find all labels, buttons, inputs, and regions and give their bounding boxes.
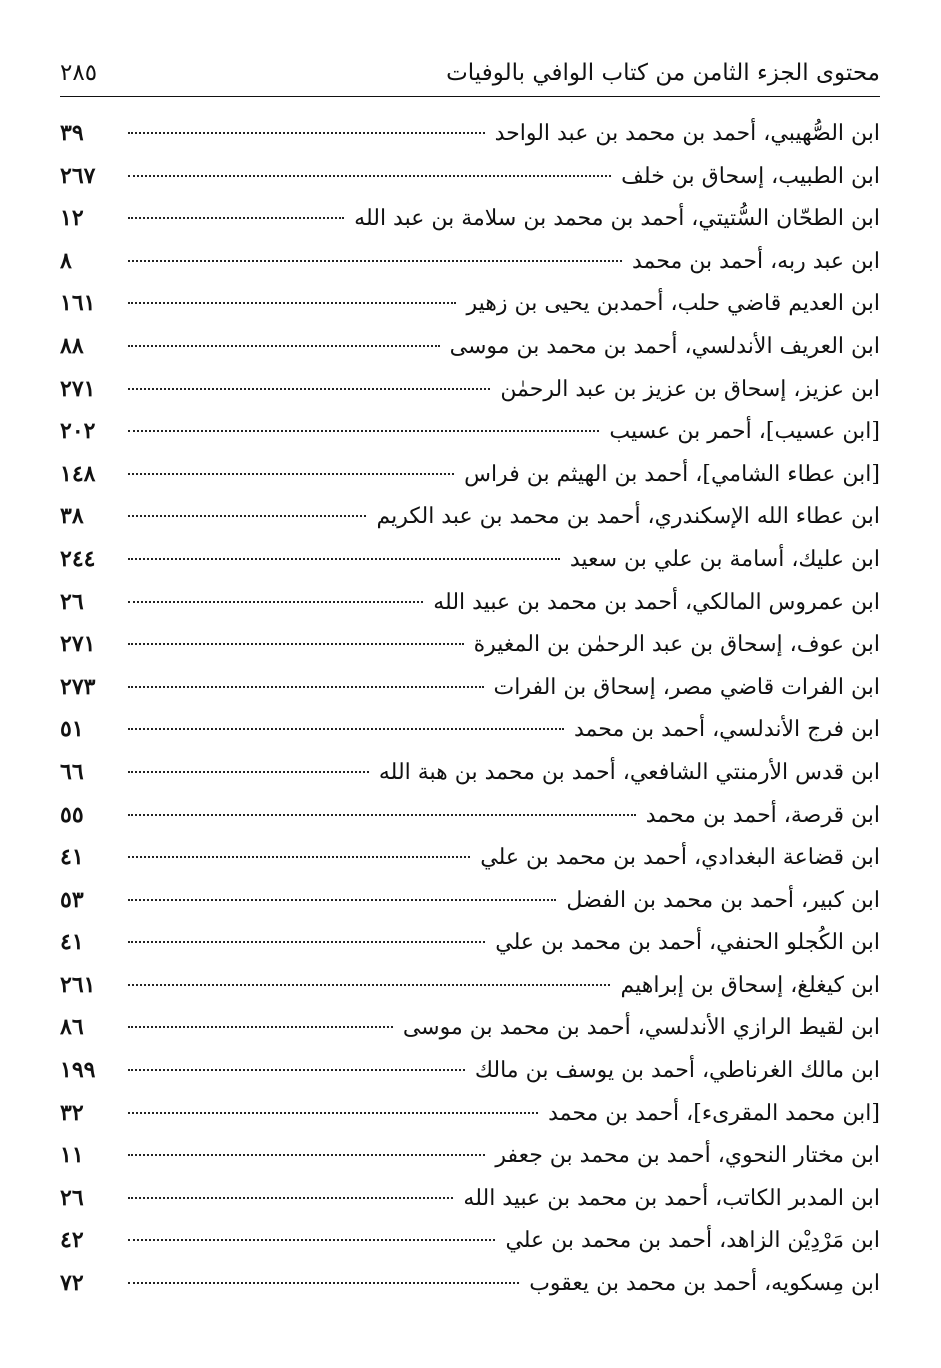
entry-page-number: ٢٧٣ [60,673,96,700]
entry-name: ابن كيغلغ، إسحاق بن إبراهيم [620,972,880,998]
dot-leader [128,1069,465,1071]
entry-page-number: ٥٥ [60,801,84,828]
dot-leader [128,1112,538,1114]
entry-page-number: ٢٦ [60,588,84,615]
entry-page-number: ٣٩ [60,120,84,146]
entry-name: ابن العريف الأندلسي، أحمد بن محمد بن موسى [449,333,880,359]
index-entry [60,1134,880,1177]
entry-name: ابن مِسكويه، أحمد بن محمد بن يعقوب [529,1271,880,1297]
index-entry [60,1049,880,1092]
index-entry [60,538,880,581]
entry-page-number: ٨٦ [60,1014,84,1041]
entry-name: ابن عوف، إسحاق بن عبد الرحمٰن بن المغيرة [473,632,880,658]
entry-name: ابن عبد ربه، أحمد بن محمد [631,248,880,274]
entry-page-number: ٢٦٧ [60,162,96,189]
dot-leader [128,601,423,603]
index-entry [60,921,880,964]
entry-page-number: ٢٦ [60,1184,84,1211]
entry-page-number: ٢٦١ [60,971,96,998]
entry-name: ابن كبير، أحمد بن محمد بن الفضل [566,887,880,913]
page-title: محتوى الجزء الثامن من كتاب الوافي بالوفيات [446,60,880,86]
entry-name: [ابن عسيب]، أحمر بن عسيب [609,419,880,445]
dot-leader [128,728,564,730]
index-entry [60,325,880,368]
entry-page-number: ٤١ [60,929,84,956]
dot-leader [128,856,470,858]
entry-name: [ابن محمد المقرىء]، أحمد بن محمد [548,1100,880,1126]
entry-page-number: ٤١ [60,844,84,871]
entry-name: ابن العديم قاضي حلب، أحمدبن يحيى بن زهير [466,291,880,317]
index-entry [60,708,880,751]
index-entry [60,581,880,624]
entry-page-number: ١٢ [60,205,84,232]
index-entry [60,240,880,283]
entry-page-number: ٢٧١ [60,375,96,402]
index-entry [60,410,880,453]
index-entry [60,879,880,922]
entry-page-number: ٢٤٤ [60,545,96,572]
entry-page-number: ٧٢ [60,1270,84,1297]
entry-name: ابن عطاء الله الإسكندري، أحمد بن محمد بن عبد الكريم [376,504,880,530]
index-entry [60,1092,880,1135]
entry-page-number: ١٩٩ [60,1057,96,1084]
index-entry [60,1006,880,1049]
entry-page-number: ٢٧١ [60,631,96,658]
dot-leader [128,388,490,390]
dot-leader [128,1026,393,1028]
dot-leader [128,771,369,773]
index-entry [60,836,880,879]
dot-leader [128,473,454,475]
entry-name: ابن فرج الأندلسي، أحمد بن محمد [573,717,880,743]
entry-page-number: ١٤٨ [60,460,96,487]
index-entry [60,197,880,240]
dot-leader [128,686,484,688]
entry-page-number: ٣٢ [60,1099,84,1126]
entry-page-number: ٦٦ [60,758,84,785]
index-entry [60,453,880,496]
dot-leader [128,814,636,816]
dot-leader [128,302,456,304]
index-entry [60,964,880,1007]
entry-name: ابن المدبر الكاتب، أحمد بن محمد بن عبيد الله [463,1185,880,1211]
dot-leader [128,175,611,177]
dot-leader [128,430,599,432]
entry-name: ابن لقيط الرازي الأندلسي، أحمد بن محمد بن موسى [402,1015,880,1041]
entry-name: ابن مختار النحوي، أحمد بن محمد بن جعفر [495,1143,880,1169]
index-entry [60,794,880,837]
entry-page-number: ٨٨ [60,332,84,359]
entry-name: ابن عمروس المالكي، أحمد بن محمد بن عبيد الله [433,589,880,615]
entry-name: ابن الصُّهيبي، أحمد بن محمد بن عبد الواحد [494,121,880,146]
dot-leader [128,1239,495,1241]
dot-leader [128,899,556,901]
entry-page-number: ٣٨ [60,503,84,530]
dot-leader [128,1282,519,1284]
entry-page-number: ٨ [60,247,72,274]
header-divider [60,96,880,97]
entry-name: ابن عليك، أسامة بن علي بن سعيد [569,546,880,572]
index-entry [60,1177,880,1220]
entry-name: ابن الفرات قاضي مصر، إسحاق بن الفرات [493,674,880,700]
entry-name: [ابن عطاء الشامي]، أحمد بن الهيثم بن فراس [464,461,880,487]
entry-name: ابن الطحّان السُّتيتي، أحمد بن محمد بن سلامة بن عبد الله [354,206,880,232]
dot-leader [128,941,485,943]
entry-page-number: ١٦١ [60,290,96,317]
page-header [60,52,880,92]
dot-leader [128,1154,485,1156]
index-entry [60,155,880,198]
index-list [60,112,880,1305]
index-entry [60,112,880,155]
index-entry [60,666,880,709]
index-entry [60,751,880,794]
dot-leader [128,1197,453,1199]
entry-name: ابن مَرْدِيْن الزاهد، أحمد بن محمد بن علي [505,1228,880,1254]
entry-name: ابن قدس الأرمنتي الشافعي، أحمد بن محمد بن هبة الله [378,759,880,785]
index-entry [60,1219,880,1262]
dot-leader [128,558,560,560]
entry-name: ابن الطبيب، إسحاق بن خلف [621,163,880,189]
dot-leader [128,217,344,219]
entry-page-number: ٢٠٢ [60,418,96,445]
dot-leader [128,260,622,262]
index-entry [60,368,880,411]
entry-page-number: ٥١ [60,716,84,743]
entry-page-number: ٤٢ [60,1227,84,1254]
page-number: ٢٨٥ [60,60,98,86]
index-entry [60,623,880,666]
entry-page-number: ٥٣ [60,886,84,913]
entry-page-number: ١١ [60,1142,84,1169]
dot-leader [128,515,366,517]
entry-name: ابن قضاعة البغدادي، أحمد بن محمد بن علي [480,845,880,871]
dot-leader [128,643,464,645]
index-entry [60,495,880,538]
entry-name: ابن مالك الغرناطي، أحمد بن يوسف بن مالك [474,1058,880,1084]
dot-leader [128,345,440,347]
dot-leader [128,984,610,986]
entry-name: ابن قرصة، أحمد بن محمد [645,802,880,828]
entry-name: ابن الكُجلو الحنفي، أحمد بن محمد بن علي [495,930,880,956]
dot-leader [128,132,485,134]
entry-name: ابن عزيز، إسحاق بن عزيز بن عبد الرحمٰن [500,376,880,402]
index-entry [60,282,880,325]
index-entry [60,1262,880,1305]
